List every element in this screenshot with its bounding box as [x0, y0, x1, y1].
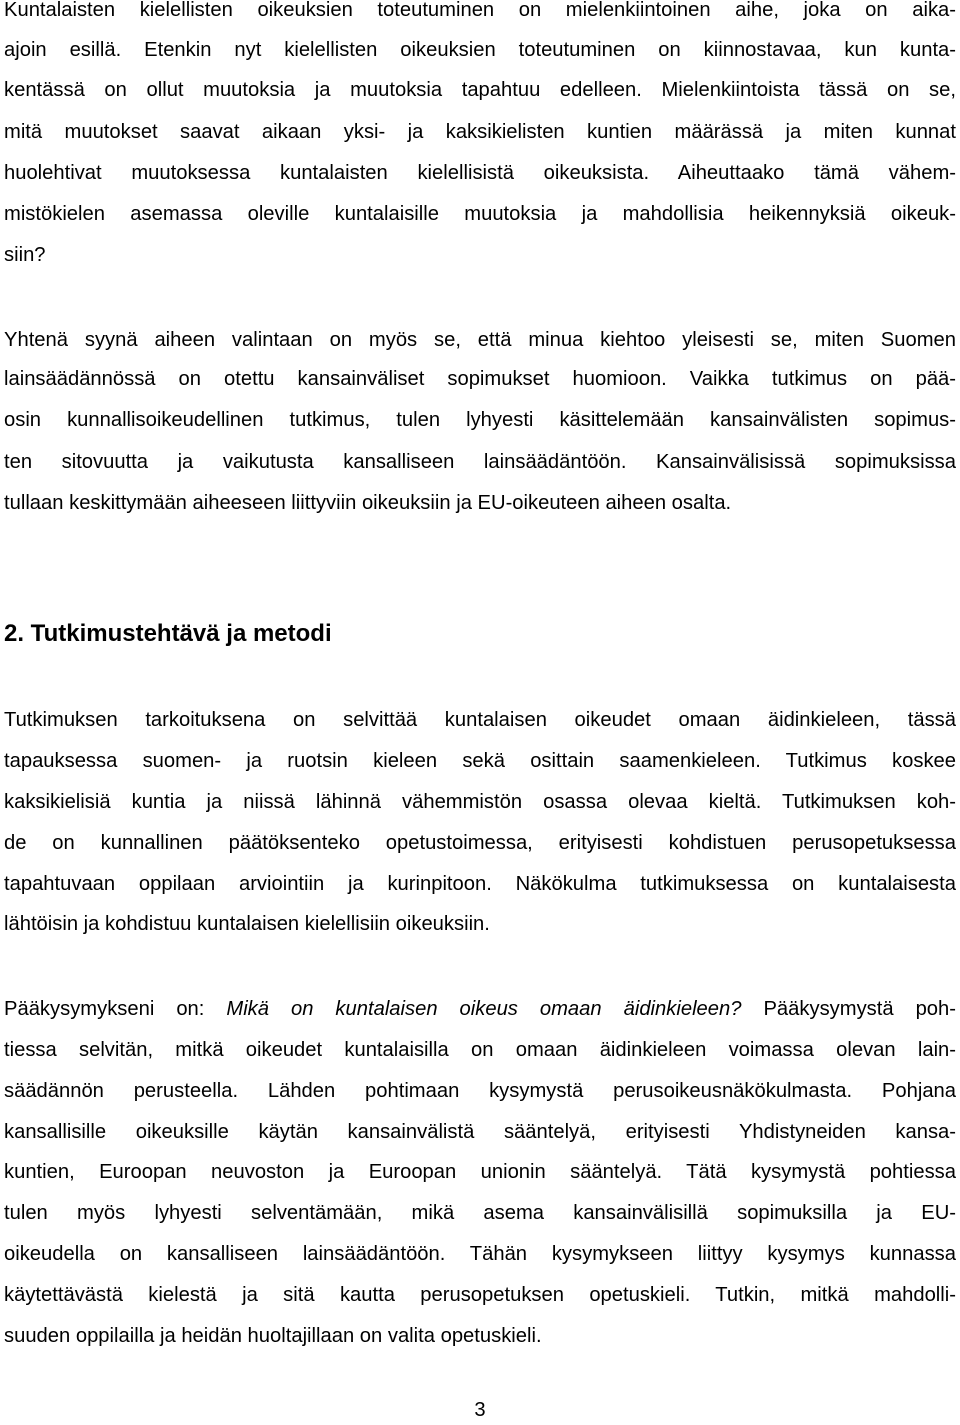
text-line: oikeudella on kansalliseen lainsäädäntöön. Tähän kysymykseen liittyy kysymys kunnassa [4, 1243, 956, 1265]
main-question: Mikä on kuntalaisen oikeus omaan äidinkieleen? [226, 998, 742, 1020]
question-suffix: Pääkysymystä poh- [741, 998, 956, 1020]
text-line: Kuntalaisten kielellisten oikeuksien toteutuminen on mielenkiintoinen aihe, joka on aika- [4, 0, 956, 21]
text-line-with-question [4, 997, 956, 1021]
question-prefix: Pääkysymykseni on: [4, 998, 227, 1020]
text-line: kaksikielisiä kuntia ja niissä lähinnä vähemmistön osassa olevaa kieltä. Tutkimuksen koh- [4, 791, 956, 813]
text-line: Yhtenä syynä aiheen valintaan on myös se, että minua kiehtoo yleisesti se, miten Suomen [4, 329, 956, 351]
text-line: säädännön perusteella. Lähden pohtimaan kysymystä perusoikeusnäkökulmasta. Pohjana [4, 1080, 956, 1102]
text-line: osin kunnallisoikeudellinen tutkimus, tulen lyhyesti käsittelemään kansainvälisten sopimus- [4, 409, 956, 431]
text-line: tullaan keskittymään aiheeseen liittyviin oikeuksiin ja EU-oikeuteen aiheen osalta. [4, 492, 732, 514]
text-line: tulen myös lyhyesti selventämään, mikä asema kansainvälisillä sopimuksilla ja EU- [4, 1202, 956, 1224]
text-line: kentässä on ollut muutoksia ja muutoksia tapahtuu edelleen. Mielenkiintoista tässä on se, [4, 79, 956, 101]
text-line: de on kunnallinen päätöksenteko opetustoimessa, erityisesti kohdistuen perusopetuksessa [4, 832, 956, 854]
text-line: lainsäädännössä on otettu kansainväliset sopimukset huomioon. Vaikka tutkimus on pää- [4, 368, 956, 390]
text-line: mitä muutokset saavat aikaan yksi- ja kaksikielisten kuntien määrässä ja miten kunnat [4, 121, 956, 143]
text-line: Tutkimuksen tarkoituksena on selvittää kuntalaisen oikeudet omaan äidinkieleen, tässä [4, 709, 956, 731]
page-number: 3 [474, 1399, 486, 1421]
text-line: tapahtuvaan oppilaan arviointiin ja kurinpitoon. Näkökulma tutkimuksessa on kuntalaisesta [4, 873, 956, 895]
text-line: käytettävästä kielestä ja sitä kautta perusopetuksen opetuskieli. Tutkin, mitkä mahdolli- [4, 1284, 956, 1306]
text-line: lähtöisin ja kohdistuu kuntalaisen kielellisiin oikeuksiin. [4, 913, 490, 935]
text-line: ajoin esillä. Etenkin nyt kielellisten oikeuksien toteutuminen on kiinnostavaa, kun kunta- [4, 39, 956, 61]
section-heading: 2. Tutkimustehtävä ja metodi [4, 620, 332, 647]
text-line: siin? [4, 244, 46, 266]
text-line: kansallisille oikeuksille käytän kansainvälistä sääntelyä, erityisesti Yhdistyneiden kansa- [4, 1121, 956, 1143]
text-line: tapauksessa suomen- ja ruotsin kieleen sekä osittain saamenkieleen. Tutkimus koskee [4, 750, 956, 772]
text-line: kuntien, Euroopan neuvoston ja Euroopan unionin sääntelyä. Tätä kysymystä pohtiessa [4, 1161, 956, 1183]
text-line: huolehtivat muutoksessa kuntalaisten kielellisistä oikeuksista. Aiheuttaako tämä vähem- [4, 162, 956, 184]
text-line: mistökielen asemassa oleville kuntalaisille muutoksia ja mahdollisia heikennyksiä oikeuk- [4, 203, 956, 225]
text-line: ten sitovuutta ja vaikutusta kansalliseen lainsäädäntöön. Kansainvälisissä sopimuksissa [4, 451, 956, 473]
text-line: suuden oppilailla ja heidän huoltajillaan on valita opetuskieli. [4, 1325, 542, 1347]
text-line: tiessa selvitän, mitkä oikeudet kuntalaisilla on omaan äidinkieleen voimassa olevan lain- [4, 1039, 956, 1061]
